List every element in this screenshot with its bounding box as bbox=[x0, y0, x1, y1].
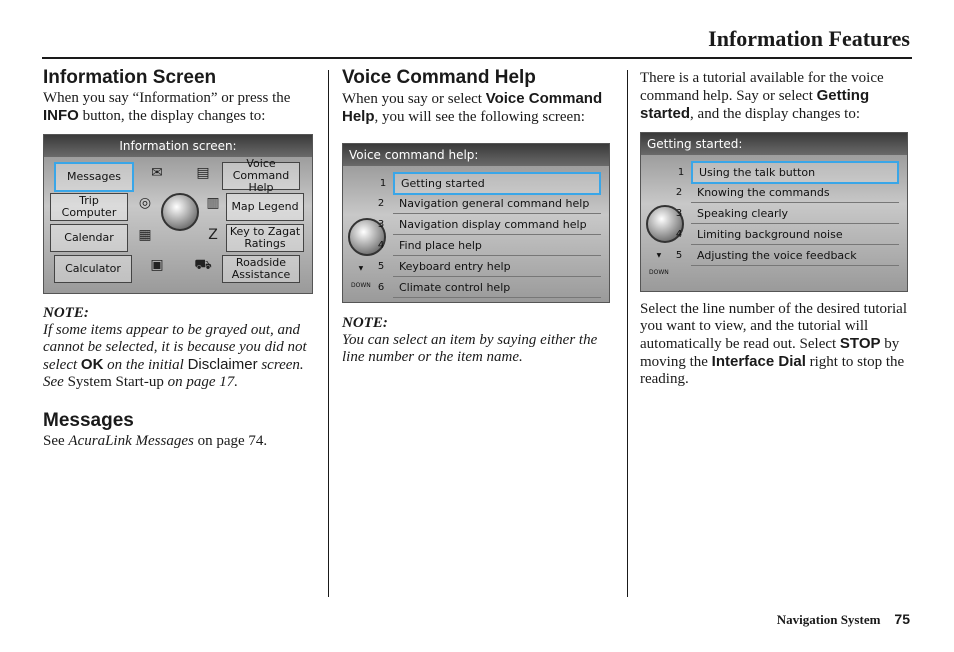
column-divider bbox=[328, 70, 329, 597]
list-item: 4 Find place help bbox=[393, 236, 601, 256]
list-item: 6 Climate control help bbox=[393, 278, 601, 298]
column-voice-command-help bbox=[342, 66, 614, 366]
down-indicator: ▼ DOWN bbox=[351, 265, 371, 289]
map-book-icon: ▥ bbox=[206, 195, 220, 211]
tile-trip-computer: Trip Computer bbox=[50, 193, 128, 221]
page-title: Information Features bbox=[708, 26, 910, 51]
list-item: 2 Navigation general command help bbox=[393, 194, 601, 214]
paragraph: When you say or select Voice Command Help, you will see the following screen: bbox=[342, 90, 603, 125]
list-item: 1 Using the talk button bbox=[691, 161, 899, 184]
tile-calculator: Calculator bbox=[54, 255, 132, 283]
column-getting-started bbox=[640, 70, 910, 388]
paragraph: Select the line number of the desired tutorial you want to view, and the tutorial will automatically be read out. Select STOP by moving the Interface Dial right to stop the reading. bbox=[640, 301, 907, 387]
header-rule bbox=[42, 57, 912, 59]
tile-voice-command-help: Voice Command Help bbox=[222, 162, 300, 190]
section-heading: Messages bbox=[43, 410, 134, 431]
page-number: 75 bbox=[894, 611, 910, 627]
section-heading: Voice Command Help bbox=[342, 67, 536, 88]
footer-section: Navigation System bbox=[776, 612, 881, 627]
tile-map-legend: Map Legend bbox=[226, 193, 304, 221]
section-heading: Information Screen bbox=[43, 67, 217, 88]
screen-title: Getting started: bbox=[641, 133, 907, 155]
zagat-icon: Z bbox=[208, 227, 218, 243]
paragraph: There is a tutorial available for the voice command help. Say or select Getting started, and the display changes to: bbox=[640, 70, 884, 122]
list-item: 5 Adjusting the voice feedback bbox=[691, 246, 899, 266]
tile-messages: Messages bbox=[54, 162, 134, 192]
note-heading: NOTE: bbox=[43, 305, 89, 321]
book-icon: ▤ bbox=[196, 165, 210, 181]
note-text: You can select an item by saying either the line number or the item name. bbox=[342, 332, 598, 365]
note-text: If some items appear to be grayed out, and cannot be selected, it is because you did not select OK on the initial Disclaimer screen. See System Start-up on page 17. bbox=[43, 322, 307, 390]
voice-command-help-screen-image bbox=[342, 143, 610, 303]
tile-key-to-zagat: Key to Zagat Ratings bbox=[226, 224, 304, 252]
column-divider bbox=[627, 70, 628, 597]
tile-roadside-assistance: Roadside Assistance bbox=[222, 255, 300, 283]
list-item: 3 Speaking clearly bbox=[691, 204, 899, 224]
list-item: 4 Limiting background noise bbox=[691, 225, 899, 245]
interface-dial-icon bbox=[161, 193, 199, 231]
paragraph: See AcuraLink Messages on page 74. bbox=[43, 433, 268, 449]
list-item: 3 Navigation display command help bbox=[393, 215, 601, 235]
tile-calendar: Calendar bbox=[50, 224, 128, 252]
column-information-screen bbox=[43, 66, 317, 450]
tow-truck-icon: ⛟ bbox=[194, 257, 212, 273]
list-item: 2 Knowing the commands bbox=[691, 183, 899, 203]
mailbox-icon: ✉ bbox=[151, 165, 163, 181]
list-item: 1 Getting started bbox=[393, 172, 601, 195]
getting-started-screen-image bbox=[640, 132, 908, 292]
information-screen-image bbox=[43, 134, 313, 294]
screen-title: Information screen: bbox=[44, 135, 312, 157]
screen-title: Voice command help: bbox=[343, 144, 609, 166]
calendar-icon: ▦ bbox=[138, 227, 152, 243]
down-indicator: ▼ DOWN bbox=[649, 252, 669, 276]
list-item: 5 Keyboard entry help bbox=[393, 257, 601, 277]
page-footer bbox=[777, 611, 910, 628]
paragraph: When you say “Information” or press the INFO button, the display changes to: bbox=[43, 90, 291, 124]
calculator-icon: ▣ bbox=[150, 257, 164, 273]
trip-icon: ◎ bbox=[138, 195, 152, 211]
note-heading: NOTE: bbox=[342, 315, 388, 331]
